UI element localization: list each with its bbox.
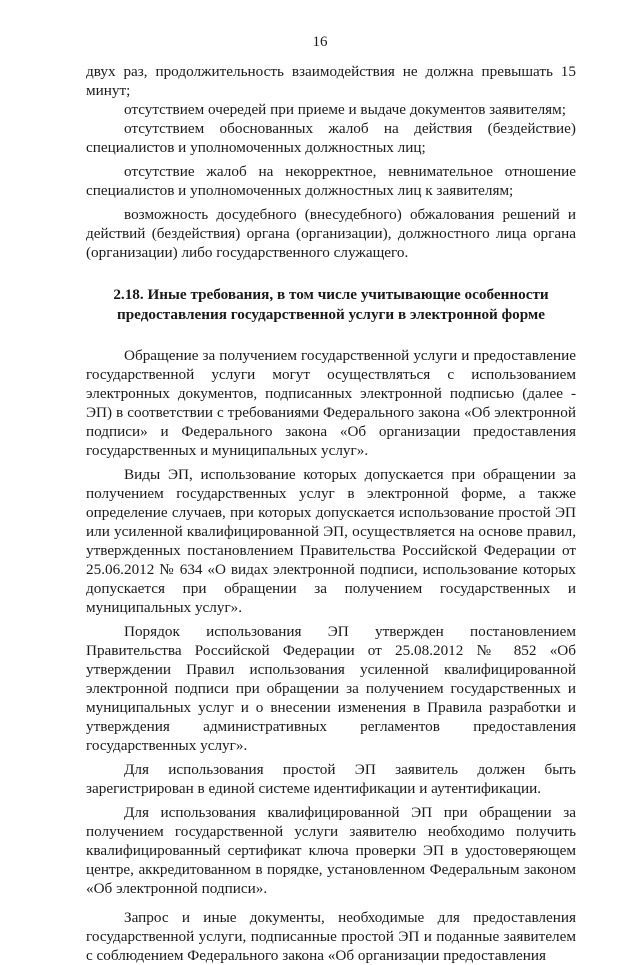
page-body: [86, 62, 576, 965]
section-heading: 2.18. Иные требования, в том числе учитывающие особенности предоставления государственной услуги в электронной форме: [113, 286, 549, 323]
page-number: 16: [312, 34, 328, 50]
paragraph: отсутствием обоснованных жалоб на действия (бездействие) специалистов и уполномоченных должностных лиц;: [86, 120, 576, 156]
paragraph: Запрос и иные документы, необходимые для предоставления государственной услуги, подписанные простой ЭП и поданные заявителем с соблюдением Федерального закона «Об организации предоставления: [86, 909, 576, 964]
paragraph: двух раз, продолжительность взаимодействия не должна превышать 15 минут;: [86, 63, 576, 99]
paragraph: Для использования простой ЭП заявитель должен быть зарегистрирован в единой системе идентификации и аутентификации.: [86, 761, 576, 797]
paragraph: возможность досудебного (внесудебного) обжалования решений и действий (бездействия) органа (организации), должностного лица органа (организации) либо государственного служащего.: [86, 206, 576, 261]
paragraph: отсутствие жалоб на некорректное, невнимательное отношение специалистов и уполномоченных должностных лиц к заявителям;: [86, 163, 576, 199]
paragraph: Порядок использования ЭП утвержден постановлением Правительства Российской Федерации от 25.08.2012 № 852 «Об утверждении Правил использования усиленной квалифицированной электронной подписи при обращении за получением государственных и муниципальных услуг и о внесении изменения в Правила разработки и утверждения административных регламентов предоставления государственных услуг».: [86, 623, 576, 754]
paragraph: Для использования квалифицированной ЭП при обращении за получением государственной услуги заявителю необходимо получить квалифицированный сертификат ключа проверки ЭП в удостоверяющем центре, аккредитованном в порядке, установленном Федеральным законом «Об электронной подписи».: [86, 804, 576, 897]
paragraph: Виды ЭП, использование которых допускается при обращении за получением государственных услуг в электронной форме, а также определение случаев, при которых допускается использование простой ЭП или усиленной квалифицированной ЭП, осуществляется на основе правил, утвержденных постановлением Правительства Российской Федерации от 25.06.2012 № 634 «О видах электронной подписи, использование которых допускается при обращении за получением государственных и муниципальных услуг».: [86, 466, 576, 616]
paragraph: отсутствием очередей при приеме и выдаче документов заявителям;: [124, 101, 566, 118]
paragraph: Обращение за получением государственной услуги и предоставление государственной услуги могут осуществляться с использованием электронных документов, подписанных электронной подписью (далее - ЭП) в соответствии с требованиями Федерального закона «Об электронной подписи» и Федерального закона «Об организации предоставления государственных и муниципальных услуг».: [86, 347, 576, 459]
